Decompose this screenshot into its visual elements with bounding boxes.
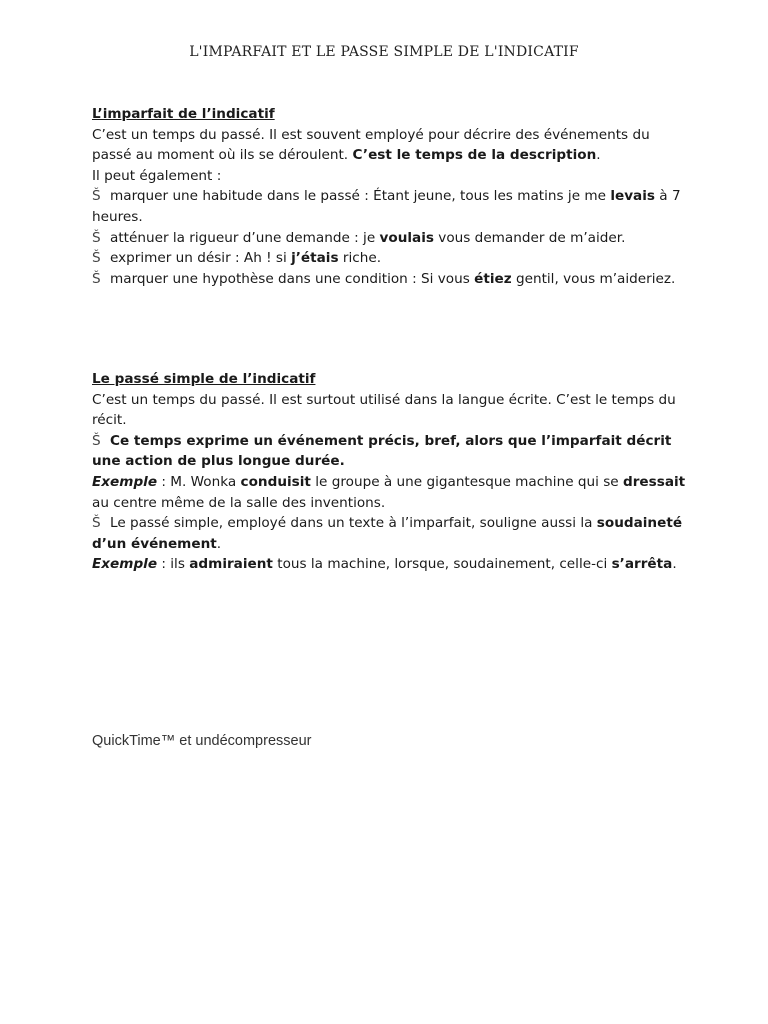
bullet-icon: Š [92, 432, 101, 449]
passe-heading-text: Le passé simple de l’indicatif [92, 371, 316, 387]
bullet-icon: Š [92, 188, 101, 205]
passe-point-1 [92, 431, 692, 472]
passe-intro-text: C’est un temps du passé. Il est surtout utilisé dans la langue écrite. C’est le temps du récit. [92, 391, 676, 429]
example-verb: conduisit [240, 473, 311, 490]
use-text-end: riche. [338, 250, 382, 267]
quicktime-placeholder-text: QuickTime™ et undécompresseur [92, 733, 312, 749]
use-verb: voulais [379, 229, 434, 246]
example-label: Exemple [92, 473, 158, 490]
imparfait-intro-text: C’est un temps du passé. Il est souvent employé pour décrire des événements du passé au moment où ils se déroulent. [92, 126, 650, 164]
section-imparfait [92, 104, 692, 289]
example-text-end: . [672, 556, 677, 573]
passe-heading [92, 369, 692, 390]
imparfait-heading-text: L’imparfait de l’indicatif [92, 106, 275, 122]
imparfait-heading [92, 104, 692, 125]
passe-point-2-bold: soudaineté d’un événement [92, 515, 683, 552]
use-text-end: gentil, vous m’aideriez. [511, 270, 676, 287]
use-text: exprimer un désir : Ah ! si [110, 250, 292, 267]
bullet-icon: Š [92, 250, 101, 267]
example-verb: admiraient [189, 556, 273, 573]
passe-point-1-text: Ce temps exprime un événement précis, bref, alors que l’imparfait décrit une action de plus longue durée. [92, 432, 672, 470]
passe-point-2 [92, 513, 692, 554]
imparfait-intro-end: . [596, 147, 601, 164]
use-verb: étiez [474, 270, 512, 287]
document-title: L'IMPARFAIT ET LE PASSE SIMPLE DE L'INDICATIF [189, 44, 579, 60]
example-text: : ils [157, 556, 190, 573]
example-verb: dressait [622, 473, 686, 490]
use-text-end: à 7 heures. [92, 188, 681, 225]
imparfait-intro [92, 125, 692, 166]
example-verb: s’arrêta [611, 556, 673, 573]
use-text: marquer une habitude dans le passé : Étant jeune, tous les matins je me [110, 188, 611, 205]
imparfait-use-hypothese [92, 269, 692, 290]
passe-point-2-text: Le passé simple, employé dans un texte à l’imparfait, souligne aussi la [110, 515, 597, 532]
passe-example-1 [92, 472, 692, 513]
section-passe-simple [92, 369, 692, 575]
imparfait-use-habitude [92, 186, 692, 227]
passe-point-2-end: . [216, 535, 222, 552]
bullet-icon: Š [92, 229, 101, 246]
use-text: atténuer la rigueur d’une demande : je [110, 229, 380, 246]
imparfait-intro-2-text: Il peut également : [92, 167, 222, 184]
bullet-icon: Š [92, 270, 101, 287]
example-label: Exemple [92, 556, 158, 573]
use-verb: levais [610, 188, 655, 205]
example-text-end: au centre même de la salle des inventions. [92, 494, 386, 511]
passe-intro [92, 390, 692, 431]
imparfait-use-demande [92, 228, 692, 249]
example-text: tous la machine, lorsque, soudainement, celle-ci [272, 556, 612, 573]
use-verb: j’étais [291, 250, 339, 267]
example-text: le groupe à une gigantesque machine qui se [310, 473, 623, 490]
example-text: : M. Wonka [157, 473, 241, 490]
imparfait-intro-2 [92, 166, 692, 187]
bullet-icon: Š [92, 515, 101, 532]
use-text-end: vous demander de m’aider. [433, 229, 626, 246]
imparfait-use-desir [92, 248, 692, 269]
imparfait-intro-bold: C’est le temps de la description [352, 147, 597, 164]
passe-example-2 [92, 554, 692, 575]
use-text: marquer une hypothèse dans une condition : Si vous [110, 270, 475, 287]
